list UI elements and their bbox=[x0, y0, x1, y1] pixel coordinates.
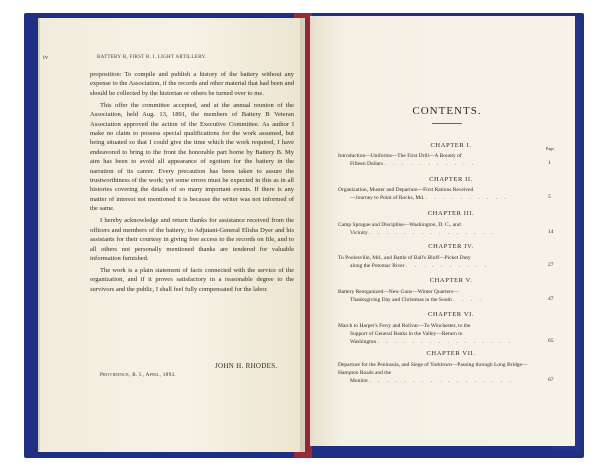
chapter-entry: Organization, Muster and Departure—First Rations Received —Journey to Point of Rocks, Md. . . . . . . . . . . bbox=[338, 187, 509, 201]
dateline: Providence, R. I., April, 1893. bbox=[100, 372, 176, 378]
page-column-label: Page. bbox=[546, 146, 555, 151]
title-rule bbox=[432, 123, 462, 124]
chapter-entry: Departure for the Peninsula, and Siege of Yorktown—Passing through Long Bridge—Hampton Roads and the Monitor . . . . . . . . . . . . . . . . . bbox=[338, 362, 528, 384]
chapter-heading: CHAPTER V. bbox=[429, 277, 473, 284]
paragraph: This offer the committee accepted, and at the annual reunion of the Association, held Aug. 13, 1891, the members of Battery B Veteran Association approved the action of the Executive Committee. As author I make no claim to possess special qualifications for the work assumed, but being situated so that I could give the time which the work required, I have endeavored to bring to the front the honorable part borne by Battery B. My aim has been to avoid all appearance of egotism for the battery in the narration of its career. Every precaution has been taken to assure the trustworthiness of the work; yet some errors must be expected in this as in all histories covering the details of so many important events. If there is any matter of interest not mentioned it is because the writer was not informed of the same. bbox=[90, 101, 294, 213]
chapter-page: 1 bbox=[548, 160, 551, 166]
chapter-heading: CHAPTER III. bbox=[427, 210, 475, 217]
chapter-page: 47 bbox=[548, 296, 554, 302]
chapter-heading: CHAPTER IV. bbox=[428, 243, 474, 250]
chapter-entry: Camp Sprague and Discipline—Washington, D. C., and Vicinity . . . . . . . . . . . . . . . bbox=[338, 222, 496, 236]
entry-line: Fifteen Dollars bbox=[350, 161, 384, 167]
entry-line: Washington bbox=[350, 339, 377, 345]
chapter-page: 27 bbox=[548, 262, 554, 268]
entry-line: Battery Reorganized—New Guns—Winter Quarters— bbox=[338, 289, 459, 295]
entry-line: Organization, Muster and Departure—First Rations Received bbox=[338, 187, 474, 193]
chapter-entry: To Poolesville, Md., and Battle of Ball's Bluff—Picket Duty along the Potomac River . . . . . . . . . . bbox=[338, 255, 490, 269]
chapter-entry: Introduction—Uniforms—The First Drill—A Bounty of Fifteen Dollars . . . . . . . . . . . bbox=[338, 153, 477, 167]
chapter-heading: CHAPTER II. bbox=[429, 176, 473, 183]
chapter-entry: Battery Reorganized—New Guns—Winter Quarters— Thanksgiving Day and Christmas in the South . . . . bbox=[338, 289, 484, 303]
entry-line: Camp Sprague and Discipline—Washington, D. C., and bbox=[338, 222, 461, 228]
chapter-heading: CHAPTER I. bbox=[430, 142, 472, 149]
entry-line: Introduction—Uniforms—The First Drill—A Bounty of bbox=[338, 153, 462, 159]
entry-line: Vicinity bbox=[350, 230, 368, 236]
entry-line: Thanksgiving Day and Christmas in the South bbox=[350, 297, 452, 303]
author-signature: JOHN H. RHODES. bbox=[215, 362, 278, 370]
paragraph: I hereby acknowledge and return thanks for assistance received from the officers and members of the battery; to Adjutant-General Elisha Dyer and his assistants for their courtesy in giving free access to the records on file, and to all others not personally mentioned thanks are tendered for valuable information furnished. bbox=[90, 217, 294, 262]
page-number: iv bbox=[43, 55, 49, 61]
contents-title: CONTENTS. bbox=[412, 105, 482, 117]
paragraph: proposition: To compile and publish a history of the battery without any expense to the Association, if the records and other material that had been and should be collected by the historian or others be turned over to me. bbox=[90, 71, 294, 97]
entry-line: Departure for the Peninsula, and Siege of Yorktown—Passing through Long Bridge—Hampton Roads and the bbox=[338, 362, 528, 376]
chapter-heading: CHAPTER VI. bbox=[427, 311, 475, 318]
chapter-heading: CHAPTER VII. bbox=[426, 350, 476, 357]
chapter-page: 65 bbox=[548, 338, 554, 344]
chapter-page: 14 bbox=[548, 229, 554, 235]
paragraph: The work is a plain statement of facts connected with the service of the organization, and if it proves satisfactory in a reasonable degree to the survivors and the public, I shall feel fully compensated for the labor. bbox=[90, 266, 294, 293]
running-head-title: BATTERY B, FIRST R. I. LIGHT ARTILLERY. bbox=[97, 55, 207, 60]
entry-line: March to Harper's Ferry and Bolivar—To Winchester, to the bbox=[338, 323, 471, 329]
entry-line: Monitor bbox=[350, 378, 369, 384]
entry-line: To Poolesville, Md., and Battle of Ball's Bluff—Picket Duty bbox=[338, 255, 471, 261]
preface-text bbox=[90, 70, 294, 297]
gutter-shadow bbox=[300, 18, 314, 452]
entry-line: along the Potomac River bbox=[350, 263, 405, 269]
chapter-page: 5 bbox=[548, 194, 551, 200]
entry-line: Support of General Banks in the Valley—Return to bbox=[350, 331, 463, 337]
entry-line: —Journey to Point of Rocks, Md. bbox=[350, 195, 425, 201]
chapter-page: 67 bbox=[548, 377, 554, 383]
chapter-entry: March to Harper's Ferry and Bolivar—To Winchester, to the Support of General Banks in the Valley—Return to Washington . . . . . . . . . . . . . . . . bbox=[338, 323, 514, 345]
